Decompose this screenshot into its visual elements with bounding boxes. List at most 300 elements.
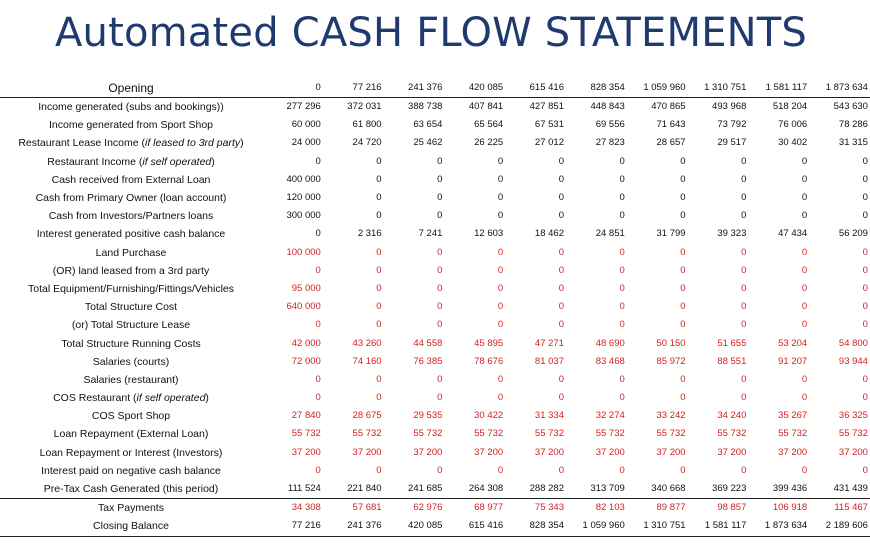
cell-value: 78 286 xyxy=(838,119,868,131)
cell-value: 0 xyxy=(558,392,564,404)
cell-value: 0 xyxy=(680,301,686,313)
cell-value: 44 558 xyxy=(413,337,443,349)
cell-value: 0 xyxy=(801,155,808,167)
row-label xyxy=(0,134,262,152)
cell-value: 0 xyxy=(680,192,686,204)
row-restaurant-lease-income xyxy=(0,134,870,152)
cell-value: 0 xyxy=(619,392,625,404)
cell-value: 1 059 960 xyxy=(582,520,625,532)
row-label xyxy=(0,79,262,98)
cell-value: 53 204 xyxy=(778,337,808,349)
row-label-text: Income generated (subs and bookings)) xyxy=(38,101,224,114)
row-label xyxy=(0,225,262,243)
cell-value: 37 200 xyxy=(352,446,382,458)
cell-value: 37 200 xyxy=(413,446,443,458)
cell-value: 67 531 xyxy=(534,119,564,131)
cell-value: 0 xyxy=(376,282,382,294)
cell-value: 0 xyxy=(801,301,808,313)
cell-value: 36 325 xyxy=(838,410,868,422)
cell-value: 25 462 xyxy=(413,137,443,149)
cell-value: 55 732 xyxy=(474,428,504,440)
cell-value: 0 xyxy=(497,210,504,222)
cell-value: 0 xyxy=(558,192,564,204)
cell-value: 0 xyxy=(862,282,868,294)
cell-value: 0 xyxy=(680,319,686,331)
cell-value: 1 310 751 xyxy=(643,520,686,532)
cell-value: 75 343 xyxy=(534,502,564,514)
row-label xyxy=(0,353,262,371)
cell-value: 0 xyxy=(376,246,382,258)
cell-value: 27 823 xyxy=(595,137,625,149)
cell-value: 640 000 xyxy=(286,301,321,313)
row-loan-repayment-investors xyxy=(0,444,870,462)
cell-value: 68 977 xyxy=(474,502,504,514)
row-label xyxy=(0,444,262,462)
cell-value: 0 xyxy=(376,264,382,276)
cell-value: 0 xyxy=(801,264,808,276)
cell-value: 0 xyxy=(558,155,564,167)
cell-value: 51 655 xyxy=(717,337,747,349)
cell-value: 0 xyxy=(437,392,443,404)
row-land-leased xyxy=(0,262,870,280)
cell-value: 37 200 xyxy=(656,446,686,458)
cell-value: 0 xyxy=(680,373,686,385)
cell-value: 93 944 xyxy=(838,355,868,367)
cell-value: 300 000 xyxy=(286,210,321,222)
cell-value: 55 732 xyxy=(413,428,443,440)
cell-value: 0 xyxy=(497,173,504,185)
row-label-text: COS Restaurant ( xyxy=(53,392,137,405)
cell-value: 77 216 xyxy=(291,520,321,532)
cell-value: 0 xyxy=(558,373,564,385)
row-label-text: Total Structure Cost xyxy=(84,301,178,314)
cell-value: 0 xyxy=(801,192,808,204)
cell-value: 27 840 xyxy=(291,410,321,422)
cell-value: 77 216 xyxy=(352,82,382,93)
cell-value: 0 xyxy=(741,392,747,404)
row-label-text: Total Equipment/Furnishing/Fittings/Vehicles xyxy=(27,282,235,295)
cell-value: 50 150 xyxy=(656,337,686,349)
cell-value: 420 085 xyxy=(408,520,443,532)
cell-value: 37 200 xyxy=(595,446,625,458)
cell-value: 0 xyxy=(619,246,625,258)
cell-value: 82 103 xyxy=(595,502,625,514)
cell-value: 0 xyxy=(741,464,747,476)
cell-value: 37 200 xyxy=(534,446,564,458)
row-closing-balance xyxy=(0,517,870,536)
cell-value: 400 000 xyxy=(286,173,321,185)
cell-value: 0 xyxy=(497,392,504,404)
cell-value: 0 xyxy=(619,173,625,185)
row-label-text: Cash from Investors/Partners loans xyxy=(48,210,214,223)
cell-value: 313 709 xyxy=(590,483,625,495)
cell-value: 0 xyxy=(619,301,625,313)
cell-value: 0 xyxy=(862,301,868,313)
row-label xyxy=(0,389,262,407)
cell-value: 81 037 xyxy=(534,355,564,367)
row-income-generated xyxy=(0,98,870,117)
row-total-equipment xyxy=(0,280,870,298)
cell-value: 26 225 xyxy=(474,137,504,149)
cell-value: 0 xyxy=(801,373,808,385)
cell-value: 0 xyxy=(376,173,382,185)
cell-value: 1 581 117 xyxy=(704,520,747,532)
row-label xyxy=(0,153,262,171)
row-label-text: Cash from Primary Owner (loan account) xyxy=(35,192,227,205)
row-label-text: Closing Balance xyxy=(93,520,169,533)
cell-value: 448 843 xyxy=(590,101,625,113)
cell-value: 0 xyxy=(497,282,504,294)
row-label xyxy=(0,371,262,389)
row-cos-restaurant xyxy=(0,389,870,407)
cell-value: 88 551 xyxy=(717,355,747,367)
row-label-text: Land Purchase xyxy=(95,246,167,259)
cell-value: 0 xyxy=(680,392,686,404)
row-label-text: COS Sport Shop xyxy=(91,410,171,423)
cell-value: 0 xyxy=(558,264,564,276)
cell-value: 0 xyxy=(376,464,382,476)
cell-value: 288 282 xyxy=(529,483,564,495)
cell-value: 0 xyxy=(680,210,686,222)
row-label xyxy=(0,98,262,117)
row-label xyxy=(0,480,262,499)
cell-value: 2 316 xyxy=(357,228,382,240)
cell-value: 828 354 xyxy=(529,520,564,532)
cell-value: 0 xyxy=(741,155,747,167)
cell-value: 28 675 xyxy=(352,410,382,422)
cell-value: 0 xyxy=(862,464,868,476)
cell-value: 100 000 xyxy=(286,246,321,258)
cash-flow-sheet xyxy=(0,79,868,537)
cell-value: 39 323 xyxy=(717,228,747,240)
cell-value: 0 xyxy=(315,392,321,404)
cell-value: 111 524 xyxy=(287,483,321,495)
cell-value: 55 732 xyxy=(534,428,564,440)
cell-value: 0 xyxy=(741,282,747,294)
cell-value: 55 732 xyxy=(778,428,808,440)
cell-value: 0 xyxy=(619,282,625,294)
row-label xyxy=(0,462,262,480)
cell-value: 0 xyxy=(437,319,443,331)
cell-value: 47 434 xyxy=(778,228,808,240)
cell-value: 30 402 xyxy=(778,137,808,149)
cell-value: 0 xyxy=(497,464,504,476)
cell-value: 0 xyxy=(801,319,808,331)
cell-value: 37 200 xyxy=(291,446,321,458)
cell-value: 264 308 xyxy=(468,483,504,495)
cell-value: 55 732 xyxy=(838,428,868,440)
cell-value: 493 968 xyxy=(712,101,747,113)
row-label-text: Loan Repayment (External Loan) xyxy=(53,428,209,441)
row-interest-negative xyxy=(0,462,870,480)
cell-value: 0 xyxy=(558,319,564,331)
cell-value: 0 xyxy=(437,210,443,222)
cash-flow-table-body xyxy=(0,79,870,536)
cell-value: 0 xyxy=(437,373,443,385)
cell-value: 29 517 xyxy=(717,137,747,149)
cell-value: 828 354 xyxy=(590,82,625,93)
cell-value: 42 000 xyxy=(291,337,321,349)
row-label-text: Loan Repayment or Interest (Investors) xyxy=(39,446,223,459)
cell-value: 24 720 xyxy=(352,137,382,149)
row-tax-payments xyxy=(0,499,870,518)
cell-value: 0 xyxy=(315,319,321,331)
cell-value: 106 918 xyxy=(772,502,808,514)
row-label xyxy=(0,407,262,425)
row-cash-investors xyxy=(0,207,870,225)
row-cos-sport-shop xyxy=(0,407,870,425)
cell-value: 0 xyxy=(741,192,747,204)
row-label-text: Income generated from Sport Shop xyxy=(48,119,213,132)
cell-value: 89 877 xyxy=(656,502,686,514)
cell-value: 34 240 xyxy=(717,410,747,422)
cell-value: 85 972 xyxy=(656,355,686,367)
cell-value: 241 685 xyxy=(408,483,443,495)
cell-value: 73 792 xyxy=(717,119,747,131)
cell-value: 32 274 xyxy=(595,410,625,422)
row-structure-running-costs xyxy=(0,334,870,352)
cell-value: 95 000 xyxy=(291,282,321,294)
cell-value: 74 160 xyxy=(352,355,382,367)
row-label xyxy=(0,244,262,262)
cell-value: 0 xyxy=(862,246,868,258)
row-label-text: Interest paid on negative cash balance xyxy=(41,464,221,477)
cell-value: 0 xyxy=(741,264,747,276)
cell-value: 0 xyxy=(558,464,564,476)
cell-value: 18 462 xyxy=(534,228,564,240)
row-total-structure-cost xyxy=(0,298,870,316)
cell-value: 470 865 xyxy=(651,101,686,113)
cell-value: 0 xyxy=(497,319,504,331)
cell-value: 55 732 xyxy=(291,428,321,440)
row-restaurant-income xyxy=(0,153,870,171)
cell-value: 241 376 xyxy=(408,82,443,93)
cell-value: 0 xyxy=(376,155,382,167)
row-label-text: Interest generated positive cash balance xyxy=(36,228,226,241)
row-label-end: ) xyxy=(205,392,209,405)
cell-value: 2 189 606 xyxy=(825,520,868,532)
cell-value: 0 xyxy=(619,155,625,167)
cell-value: 0 xyxy=(437,192,443,204)
cell-value: 0 xyxy=(801,173,808,185)
row-label xyxy=(0,262,262,280)
cell-value: 62 976 xyxy=(413,502,443,514)
cell-value: 0 xyxy=(437,301,443,313)
cell-value: 1 581 117 xyxy=(765,82,808,93)
cell-value: 0 xyxy=(558,301,564,313)
cell-value: 0 xyxy=(315,464,321,476)
cell-value: 47 271 xyxy=(534,337,564,349)
cell-value: 1 059 960 xyxy=(643,82,686,93)
cell-value: 29 535 xyxy=(413,410,443,422)
cell-value: 35 267 xyxy=(778,410,808,422)
cell-value: 0 xyxy=(741,246,747,258)
cell-value: 0 xyxy=(619,192,625,204)
cell-value: 0 xyxy=(437,173,443,185)
row-label-end: ) xyxy=(240,137,244,150)
row-label xyxy=(0,425,262,443)
cell-value: 0 xyxy=(376,319,382,331)
cell-value: 33 242 xyxy=(656,410,686,422)
cell-value: 0 xyxy=(558,246,564,258)
cell-value: 0 xyxy=(315,82,321,93)
cell-value: 55 732 xyxy=(352,428,382,440)
cell-value: 78 676 xyxy=(474,355,504,367)
cell-value: 27 012 xyxy=(534,137,564,149)
cell-value: 0 xyxy=(862,319,868,331)
cell-value: 60 000 xyxy=(291,119,321,131)
cell-value: 28 657 xyxy=(656,137,686,149)
cell-value: 115 467 xyxy=(834,502,868,514)
cell-value: 37 200 xyxy=(717,446,747,458)
cell-value: 98 857 xyxy=(717,502,747,514)
row-label-text: Pre-Tax Cash Generated (this period) xyxy=(43,483,219,496)
cell-value: 427 851 xyxy=(529,101,564,113)
cell-value: 0 xyxy=(315,264,321,276)
cell-value: 0 xyxy=(376,373,382,385)
row-label-text: Cash received from External Loan xyxy=(51,173,211,186)
cell-value: 0 xyxy=(315,373,321,385)
cell-value: 221 840 xyxy=(347,483,382,495)
cell-value: 0 xyxy=(801,210,808,222)
cell-value: 0 xyxy=(619,264,625,276)
cell-value: 0 xyxy=(680,155,686,167)
cell-value: 0 xyxy=(741,319,747,331)
cell-value: 0 xyxy=(862,173,868,185)
cell-value: 71 643 xyxy=(656,119,686,131)
cell-value: 7 241 xyxy=(418,228,443,240)
row-label xyxy=(0,334,262,352)
cell-value: 0 xyxy=(741,301,747,313)
cell-value: 340 668 xyxy=(651,483,686,495)
cell-value: 65 564 xyxy=(474,119,504,131)
cell-value: 0 xyxy=(801,464,808,476)
cell-value: 399 436 xyxy=(772,483,808,495)
cell-value: 543 630 xyxy=(833,101,868,113)
cell-value: 0 xyxy=(315,155,321,167)
cell-value: 1 310 751 xyxy=(704,82,747,93)
row-label xyxy=(0,499,262,518)
cell-value: 0 xyxy=(497,246,504,258)
cell-value: 24 851 xyxy=(595,228,625,240)
cell-value: 0 xyxy=(558,210,564,222)
row-label-note: if self operated xyxy=(136,392,206,405)
cell-value: 0 xyxy=(619,373,625,385)
cell-value: 91 207 xyxy=(778,355,808,367)
cell-value: 0 xyxy=(619,319,625,331)
row-total-structure-lease xyxy=(0,316,870,334)
row-cash-primary-owner xyxy=(0,189,870,207)
row-income-sport-shop xyxy=(0,116,870,134)
cell-value: 431 439 xyxy=(833,483,868,495)
cell-value: 0 xyxy=(437,264,443,276)
cell-value: 31 334 xyxy=(534,410,564,422)
cell-value: 1 873 634 xyxy=(764,520,808,532)
cell-value: 0 xyxy=(862,192,868,204)
cell-value: 241 376 xyxy=(347,520,382,532)
cell-value: 0 xyxy=(497,155,504,167)
page-title: Automated CASH FLOW STATEMENTS xyxy=(54,10,808,56)
row-label xyxy=(0,298,262,316)
cell-value: 615 416 xyxy=(468,520,504,532)
cell-value: 372 031 xyxy=(347,101,382,113)
cell-value: 63 654 xyxy=(413,119,443,131)
row-label-text: Total Structure Running Costs xyxy=(61,337,201,350)
cell-value: 55 732 xyxy=(595,428,625,440)
cell-value: 277 296 xyxy=(286,101,321,113)
cell-value: 43 260 xyxy=(352,337,382,349)
cell-value: 37 200 xyxy=(838,446,868,458)
cell-value: 0 xyxy=(680,282,686,294)
cell-value: 0 xyxy=(497,373,504,385)
cell-value: 45 895 xyxy=(474,337,504,349)
cell-value: 0 xyxy=(376,301,382,313)
cell-value: 420 085 xyxy=(468,82,504,93)
cell-value: 0 xyxy=(801,392,808,404)
cell-value: 76 006 xyxy=(778,119,808,131)
cell-value: 34 308 xyxy=(291,502,321,514)
cell-value: 57 681 xyxy=(352,502,382,514)
cell-value: 30 422 xyxy=(474,410,504,422)
row-label-note: if self operated xyxy=(142,155,212,168)
row-label-text: Restaurant Lease Income ( xyxy=(18,137,145,150)
cell-value: 120 000 xyxy=(286,192,321,204)
cell-value: 369 223 xyxy=(712,483,747,495)
row-label-text: (OR) land leased from a 3rd party xyxy=(52,264,210,277)
cell-value: 407 841 xyxy=(468,101,504,113)
cell-value: 0 xyxy=(680,173,686,185)
cell-value: 0 xyxy=(619,210,625,222)
cell-value: 0 xyxy=(680,464,686,476)
row-opening xyxy=(0,79,870,98)
cell-value: 69 556 xyxy=(595,119,625,131)
cell-value: 0 xyxy=(862,392,868,404)
cell-value: 0 xyxy=(558,173,564,185)
cell-value: 0 xyxy=(862,373,868,385)
row-label xyxy=(0,189,262,207)
cash-flow-table xyxy=(0,79,870,537)
cell-value: 0 xyxy=(741,373,747,385)
cell-value: 0 xyxy=(437,155,443,167)
cell-value: 37 200 xyxy=(474,446,504,458)
row-interest-generated xyxy=(0,225,870,243)
cell-value: 0 xyxy=(801,282,808,294)
cell-value: 24 000 xyxy=(291,137,321,149)
cell-value: 615 416 xyxy=(529,82,564,93)
cell-value: 0 xyxy=(619,464,625,476)
cell-value: 0 xyxy=(741,210,747,222)
row-label-note: if leased to 3rd party xyxy=(145,137,241,150)
row-land-purchase xyxy=(0,244,870,262)
cell-value: 0 xyxy=(558,282,564,294)
row-label xyxy=(0,171,262,189)
cell-value: 55 732 xyxy=(717,428,747,440)
cell-value: 0 xyxy=(862,210,868,222)
cell-value: 37 200 xyxy=(778,446,808,458)
cell-value: 83 468 xyxy=(595,355,625,367)
cell-value: 388 738 xyxy=(408,101,443,113)
cell-value: 0 xyxy=(862,264,868,276)
cell-value: 0 xyxy=(680,264,686,276)
cell-value: 56 209 xyxy=(838,228,868,240)
cell-value: 61 800 xyxy=(352,119,382,131)
cell-value: 0 xyxy=(497,192,504,204)
row-cash-external-loan xyxy=(0,171,870,189)
row-label xyxy=(0,316,262,334)
row-label-text: Salaries (courts) xyxy=(92,355,170,368)
cell-value: 518 204 xyxy=(772,101,808,113)
row-loan-repayment-external xyxy=(0,425,870,443)
